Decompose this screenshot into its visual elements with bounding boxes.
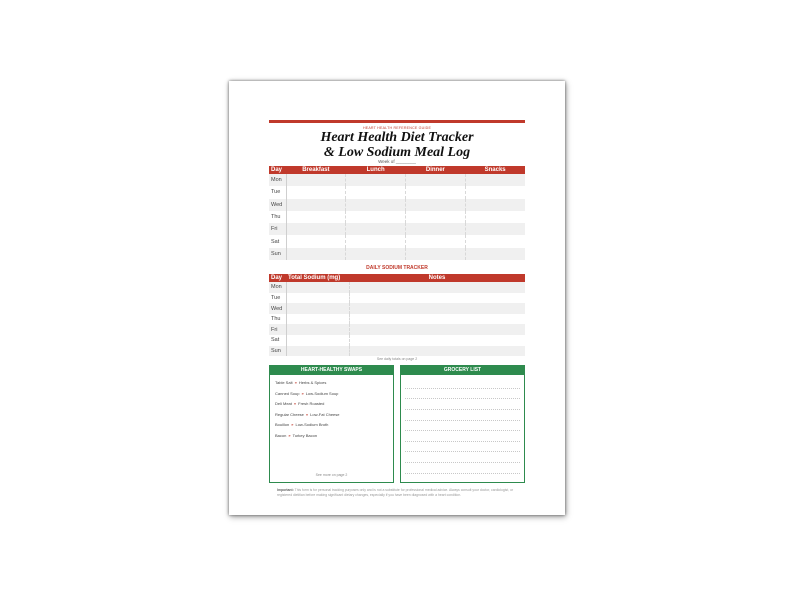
- col-header-day: Day: [269, 274, 286, 282]
- sodium-cell[interactable]: [286, 324, 349, 335]
- breakfast-cell[interactable]: [286, 199, 346, 211]
- swap-from: Bacon: [275, 432, 287, 438]
- table-row: [269, 346, 525, 357]
- table-row: [269, 174, 525, 186]
- notes-cell[interactable]: [349, 346, 525, 357]
- sodium-cell[interactable]: [286, 346, 349, 357]
- lunch-cell[interactable]: [346, 248, 406, 260]
- snacks-cell[interactable]: [465, 211, 525, 223]
- day-label: Mon: [269, 174, 286, 186]
- table-row: [269, 303, 525, 314]
- disclaimer-text: This form is for personal tracking purposes only and is not a substitute for professional medical advice. Always consult your doctor, cardiologist, or registered dietitian before making significant dietary changes, especially if you have been diagnosed with a heart condition.: [277, 488, 514, 497]
- notes-cell[interactable]: [349, 293, 525, 304]
- list-item: [270, 389, 393, 400]
- sodium-tracker-table: [269, 274, 525, 356]
- notes-cell[interactable]: [349, 324, 525, 335]
- snacks-cell[interactable]: [465, 235, 525, 247]
- sodium-cell[interactable]: [286, 314, 349, 325]
- day-label: Sat: [269, 235, 286, 247]
- grocery-line[interactable]: [405, 410, 520, 421]
- dinner-cell[interactable]: [406, 174, 466, 186]
- table-row: [269, 223, 525, 235]
- lunch-cell[interactable]: [346, 235, 406, 247]
- snacks-cell[interactable]: [465, 174, 525, 186]
- notes-cell[interactable]: [349, 282, 525, 293]
- dinner-cell[interactable]: [406, 199, 466, 211]
- breakfast-cell[interactable]: [286, 211, 346, 223]
- notes-cell[interactable]: [349, 303, 525, 314]
- table-row: [269, 211, 525, 223]
- day-label: Thu: [269, 314, 286, 325]
- swap-to: Fresh Roasted: [298, 401, 325, 407]
- table-row: [269, 199, 525, 211]
- page-title: [269, 130, 525, 160]
- swap-from: Deli Meat: [275, 401, 292, 407]
- swaps-box: [269, 365, 394, 483]
- col-header-dinner: Dinner: [406, 166, 466, 174]
- grocery-line[interactable]: [405, 431, 520, 442]
- breakfast-cell[interactable]: [286, 248, 346, 260]
- meal-log-table: [269, 166, 525, 260]
- dinner-cell[interactable]: [406, 186, 466, 198]
- breakfast-cell[interactable]: [286, 235, 346, 247]
- grocery-line[interactable]: [405, 378, 520, 389]
- day-label: Wed: [269, 199, 286, 211]
- disclaimer: [277, 488, 517, 497]
- grocery-line[interactable]: [405, 452, 520, 463]
- list-item: [270, 378, 393, 389]
- sodium-cell[interactable]: [286, 303, 349, 314]
- sodium-tracker-title: DAILY SODIUM TRACKER: [366, 265, 428, 272]
- breakfast-cell[interactable]: [286, 223, 346, 235]
- lunch-cell[interactable]: [346, 223, 406, 235]
- breakfast-cell[interactable]: [286, 174, 346, 186]
- table-row: [269, 324, 525, 335]
- day-label: Sat: [269, 335, 286, 346]
- col-header-lunch: Lunch: [346, 166, 406, 174]
- day-label: Sun: [269, 346, 286, 357]
- list-item: [270, 399, 393, 410]
- swap-to: Low-Sodium Broth: [295, 422, 329, 428]
- dinner-cell[interactable]: [406, 248, 466, 260]
- table-row: [269, 314, 525, 325]
- swap-to: Turkey Bacon: [292, 432, 318, 438]
- day-label: Mon: [269, 282, 286, 293]
- day-label: Tue: [269, 186, 286, 198]
- swap-to: Low-Fat Cheese: [310, 411, 340, 417]
- title-line-2: & Low Sodium Meal Log: [323, 145, 471, 160]
- swap-from: Table Salt: [275, 380, 293, 386]
- kicker-text: HEART HEALTH REFERENCE GUIDE: [362, 126, 432, 130]
- swap-to: Low-Sodium Soup: [305, 390, 339, 396]
- arrow-icon: »: [293, 401, 297, 407]
- list-item: [270, 431, 393, 442]
- page-content: [269, 120, 525, 497]
- sodium-cell[interactable]: [286, 335, 349, 346]
- dinner-cell[interactable]: [406, 223, 466, 235]
- grocery-line[interactable]: [405, 421, 520, 432]
- table-row: [269, 335, 525, 346]
- swaps-footer: See more on page 2: [315, 473, 348, 478]
- sodium-cell[interactable]: [286, 282, 349, 293]
- sodium-table-header: [269, 274, 525, 282]
- table-row: [269, 293, 525, 304]
- swap-from: Regular Cheese: [275, 411, 304, 417]
- dinner-cell[interactable]: [406, 235, 466, 247]
- arrow-icon: »: [301, 390, 304, 396]
- lunch-cell[interactable]: [346, 186, 406, 198]
- day-label: Sun: [269, 248, 286, 260]
- swap-from: Bouillon: [275, 422, 290, 428]
- day-label: Wed: [269, 303, 286, 314]
- lunch-cell[interactable]: [346, 199, 406, 211]
- col-header-breakfast: Breakfast: [286, 166, 346, 174]
- snacks-cell[interactable]: [465, 199, 525, 211]
- snacks-cell[interactable]: [465, 248, 525, 260]
- week-of-field: Week of ________: [378, 159, 416, 164]
- grocery-line[interactable]: [405, 442, 520, 453]
- day-label: Fri: [269, 223, 286, 235]
- breakfast-cell[interactable]: [286, 186, 346, 198]
- swaps-title: HEART-HEALTHY SWAPS: [270, 366, 393, 375]
- col-header-day: Day: [269, 166, 286, 174]
- lunch-cell[interactable]: [346, 174, 406, 186]
- dinner-cell[interactable]: [406, 211, 466, 223]
- grocery-list-title: GROCERY LIST: [401, 366, 524, 375]
- table-row: [269, 248, 525, 260]
- col-header-notes: Notes: [349, 274, 525, 282]
- title-line-1: Heart Health Diet Tracker: [320, 130, 474, 145]
- notes-cell[interactable]: [349, 335, 525, 346]
- day-label: Thu: [269, 211, 286, 223]
- lunch-cell[interactable]: [346, 211, 406, 223]
- snacks-cell[interactable]: [465, 223, 525, 235]
- document-page: [229, 81, 565, 515]
- notes-cell[interactable]: [349, 314, 525, 325]
- bottom-boxes: [269, 365, 525, 483]
- swap-to: Herbs & Spices: [298, 380, 327, 386]
- col-header-total-sodium: Total Sodium (mg): [286, 274, 349, 282]
- arrow-icon: »: [294, 380, 297, 386]
- day-label: Fri: [269, 324, 286, 335]
- grocery-line[interactable]: [405, 399, 520, 410]
- day-label: Tue: [269, 293, 286, 304]
- grocery-line[interactable]: [405, 463, 520, 474]
- list-item: [270, 410, 393, 421]
- table-row: [269, 186, 525, 198]
- meal-table-header: [269, 166, 525, 174]
- snacks-cell[interactable]: [465, 186, 525, 198]
- disclaimer-label: Important:: [277, 488, 294, 493]
- sodium-note: See daily totals on page 2: [376, 357, 418, 362]
- table-row: [269, 235, 525, 247]
- swap-from: Canned Soup: [275, 390, 300, 396]
- sodium-cell[interactable]: [286, 293, 349, 304]
- arrow-icon: »: [305, 411, 309, 417]
- table-row: [269, 282, 525, 293]
- arrow-icon: »: [288, 432, 291, 438]
- grocery-list-box: [400, 365, 525, 483]
- top-accent-bar: [269, 120, 525, 123]
- arrow-icon: »: [291, 422, 294, 428]
- col-header-snacks: Snacks: [465, 166, 525, 174]
- grocery-line[interactable]: [405, 389, 520, 400]
- list-item: [270, 420, 393, 431]
